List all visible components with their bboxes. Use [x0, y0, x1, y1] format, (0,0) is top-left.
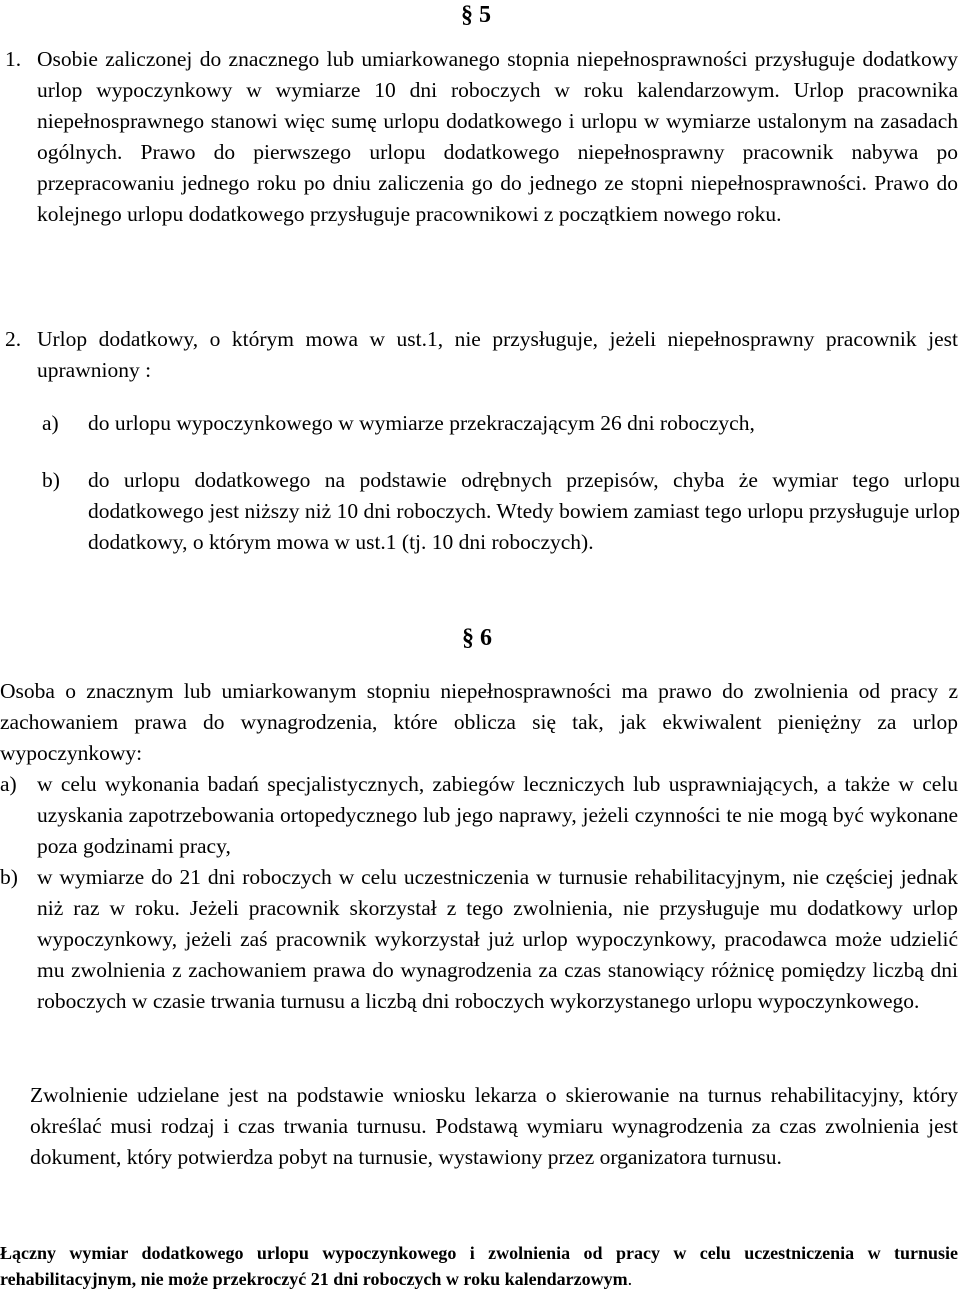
section-6-item-b-text: w wymiarze do 21 dni roboczych w celu uczestniczenia w turnusie rehabilitacyjnym, nie częściej jednak niż raz w roku. Jeżeli pracownik skorzystał z tego zwolnienia, nie przysługuje mu dodatkowy urlop wypoczynkowy, jeżeli zaś pracownik wykorzystał już urlop wypoczynkowy, pracodawca może udzielić mu zwolnienia z zachowaniem prawa do wynagrodzenia za czas stanowiący różnicę pomiędzy liczbą dni roboczych w czasie trwania turnusu a liczbą dni roboczych wykorzystanego urlopu wypoczynkowego. [37, 865, 958, 1013]
section-6-item-a [0, 769, 960, 862]
item-b-text: do urlopu dodatkowego na podstawie odrębnych przepisów, chyba że wymiar tego urlopu dodatkowego jest niższy niż 10 dni roboczych. Wtedy bowiem zamiast tego urlopu przysługuje urlop dodatkowy, o którym mowa w ust.1 (tj. 10 dni roboczych). [88, 468, 960, 554]
final-bold-text: Łączny wymiar dodatkowego urlopu wypoczynkowego i zwolnienia od pracy w celu uczestniczenia w turnusie rehabilitacyjnym, nie może przekroczyć 21 dni roboczych w roku kalendarzowym [0, 1243, 958, 1289]
section-6-heading: § 6 [462, 625, 492, 651]
section-6-item-a-letter: a) [0, 772, 17, 796]
item-1-text: Osobie zaliczonej do znacznego lub umiarkowanego stopnia niepełnosprawności przysługuje dodatkowy urlop wypoczynkowy w wymiarze 10 dni roboczych w roku kalendarzowym. Urlop pracownika niepełnosprawnego stanowi więc sumę urlopu dodatkowego i urlopu w wymiarze ustalonym na zasadach ogólnych. Prawo do pierwszego urlopu dodatkowego niepełnosprawny pracownik nabywa po przepracowaniu jednego roku po dniu zaliczenia go do jednego ze stopni niepełnosprawności. Prawo do kolejnego urlopu dodatkowego przysługuje pracownikowi z początkiem nowego roku. [37, 47, 958, 226]
section-6-intro: Osoba o znacznym lub umiarkowanym stopniu niepełnosprawności ma prawo do zwolnienia od pracy z zachowaniem prawa do wynagrodzenia, które oblicza się tak, jak ekwiwalent pieniężny za urlop wypoczynkowy: [0, 679, 958, 765]
section-6-item-a-text: w celu wykonania badań specjalistycznych, zabiegów leczniczych lub usprawniających, a także w celu uzyskania zapotrzebowania ortopedycznego lub jego naprawy, jeżeli czynności te nie mogą być wykonane poza godzinami pracy, [37, 772, 958, 858]
section-5-item-b [0, 465, 960, 558]
section-5-heading: § 5 [461, 2, 491, 28]
item-2-text: Urlop dodatkowy, o którym mowa w ust.1, nie przysługuje, jeżeli niepełnosprawny pracownik jest uprawniony : [37, 327, 958, 382]
item-1-number: 1. [5, 47, 22, 71]
section-5-item-1 [0, 44, 958, 230]
item-b-letter: b) [42, 468, 60, 492]
item-2-number: 2. [5, 327, 22, 351]
section-5-item-2 [0, 324, 958, 386]
final-bold-statement [0, 1240, 958, 1292]
section-6-item-b [0, 862, 960, 1017]
final-period: . [627, 1269, 633, 1289]
section-5-item-a [0, 408, 960, 439]
zwolnienie-paragraph: Zwolnienie udzielane jest na podstawie wniosku lekarza o skierowanie na turnus rehabilitacyjny, który określać musi rodzaj i czas trwania turnusu. Podstawą wymiaru wynagrodzenia za czas zwolnienia jest dokument, który potwierdza pobyt na turnusie, wystawiony przez organizatora turnusu. [30, 1083, 958, 1169]
item-a-text: do urlopu wypoczynkowego w wymiarze przekraczającym 26 dni roboczych, [88, 411, 755, 435]
item-a-letter: a) [42, 411, 59, 435]
section-6-item-b-letter: b) [0, 865, 18, 889]
